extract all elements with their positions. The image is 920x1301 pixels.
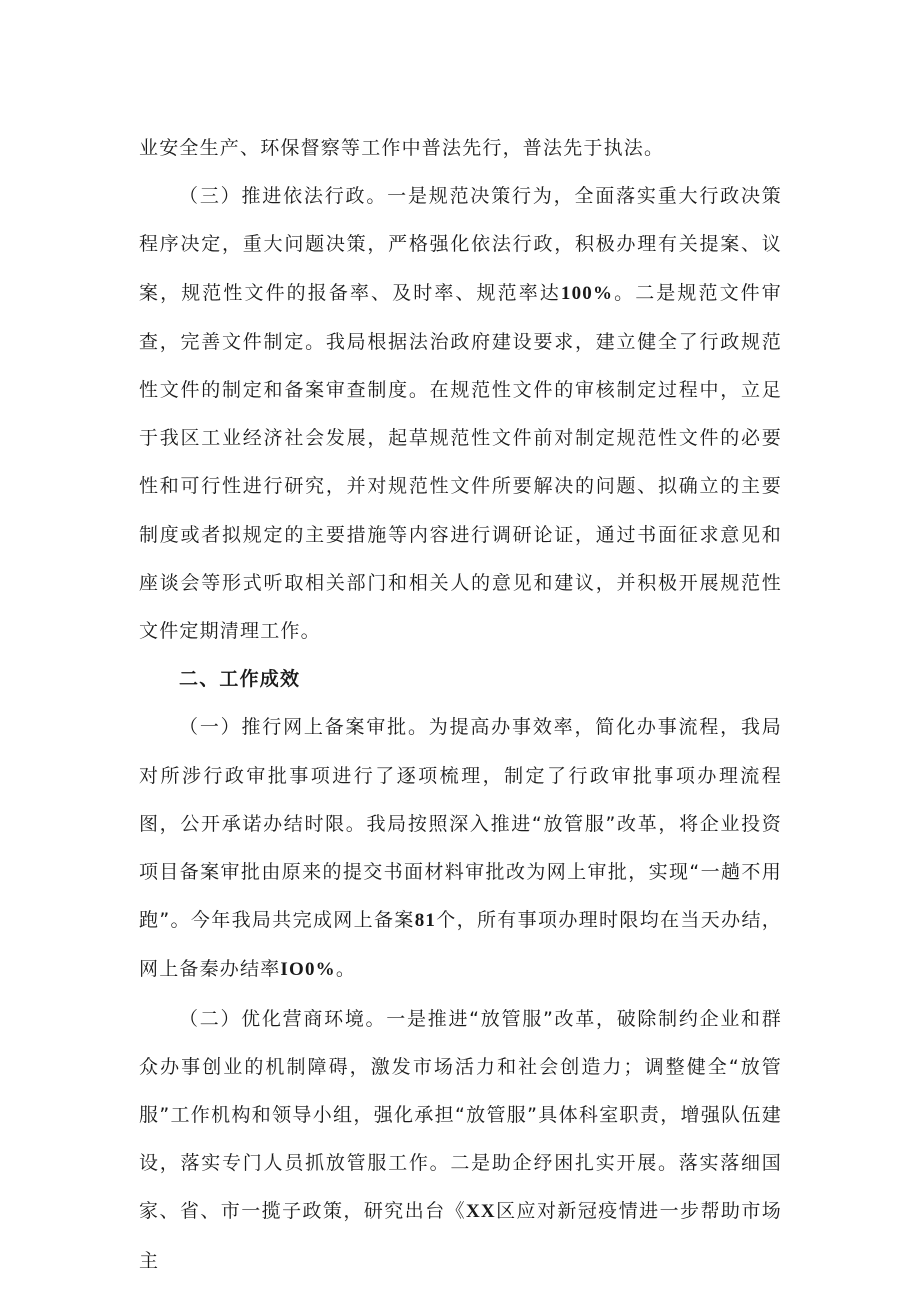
paragraph-business-environment <box>139 995 782 1285</box>
completion-rate: IO0% <box>280 959 336 981</box>
paragraph-text: （二）优化营商环境。一是推进“放管服”改革，破除制约企业和群众办事创业的机制障碍，激发市场活力和社会创造力；调整健全“放管服”工作机构和领导小组，强化承担“放管服”具体科室职责，增强队伍建设，落实专门人员抓放管服工作。二是助企纾困扎实开展。落实落细国家、省、市一揽子政策，研究出台《 <box>139 1007 782 1223</box>
filing-count: 81 <box>414 910 437 932</box>
paragraph-online-filing <box>139 703 782 994</box>
paragraph-text: （三）推进依法行政。一是规范决策行为，全面落实重大行政决策程序决定，重大问题决策，严格强化依法行政，积极办理有关提案、议案，规范性文件的报备率、及时率、规范率达 <box>139 185 782 304</box>
paragraph-text: 。二是规范文件审查，完善文件制定。我局根据法治政府建设要求，建立健全了行政规范性文件的制定和备案审查制度。在规范性文件的审核制定过程中，立足于我区工业经济社会发展，起草规范性文件前对制定规范性文件的必要性和可行性进行研究，并对规范性文件所要解决的问题、拟确立的主要制度或者拟规定的主要措施等内容进行调研论证，通过书面征求意见和座谈会等形式听取相关部门和相关人的意见和建议，并积极开展规范性文件定期清理工作。 <box>139 281 782 643</box>
paragraph-text: （一）推行网上备案审批。为提高办事效率，简化办事流程，我局对所涉行政审批事项进行了逐项梳理，制定了行政审批事项办理流程图，公开承诺办结时限。我局按照深入推进“放管服”改革，将企业投资项目备案审批由原来的提交书面材料审批改为网上审批，实现“一趟不用跑”。今年我局共完成网上备案 <box>139 716 782 932</box>
section-heading: 二、工作成效 <box>179 668 301 691</box>
paragraph-lawful-administration <box>139 172 782 655</box>
paragraph-text: 业安全生产、环保督察等工作中普法先行，普法先于执法。 <box>139 137 665 159</box>
paragraph-continuation <box>139 124 782 172</box>
district-name: XX <box>466 1201 496 1223</box>
paragraph-text: 个，所有事项办理时限均在当天办结，网上备秦办结率 <box>139 909 782 981</box>
paragraph-text: 。 <box>335 958 357 981</box>
document-body <box>139 124 782 1285</box>
rate-value: 100% <box>560 282 614 304</box>
paragraph-text: 区应对新冠疫情进一步帮助市场主 <box>139 1200 782 1272</box>
